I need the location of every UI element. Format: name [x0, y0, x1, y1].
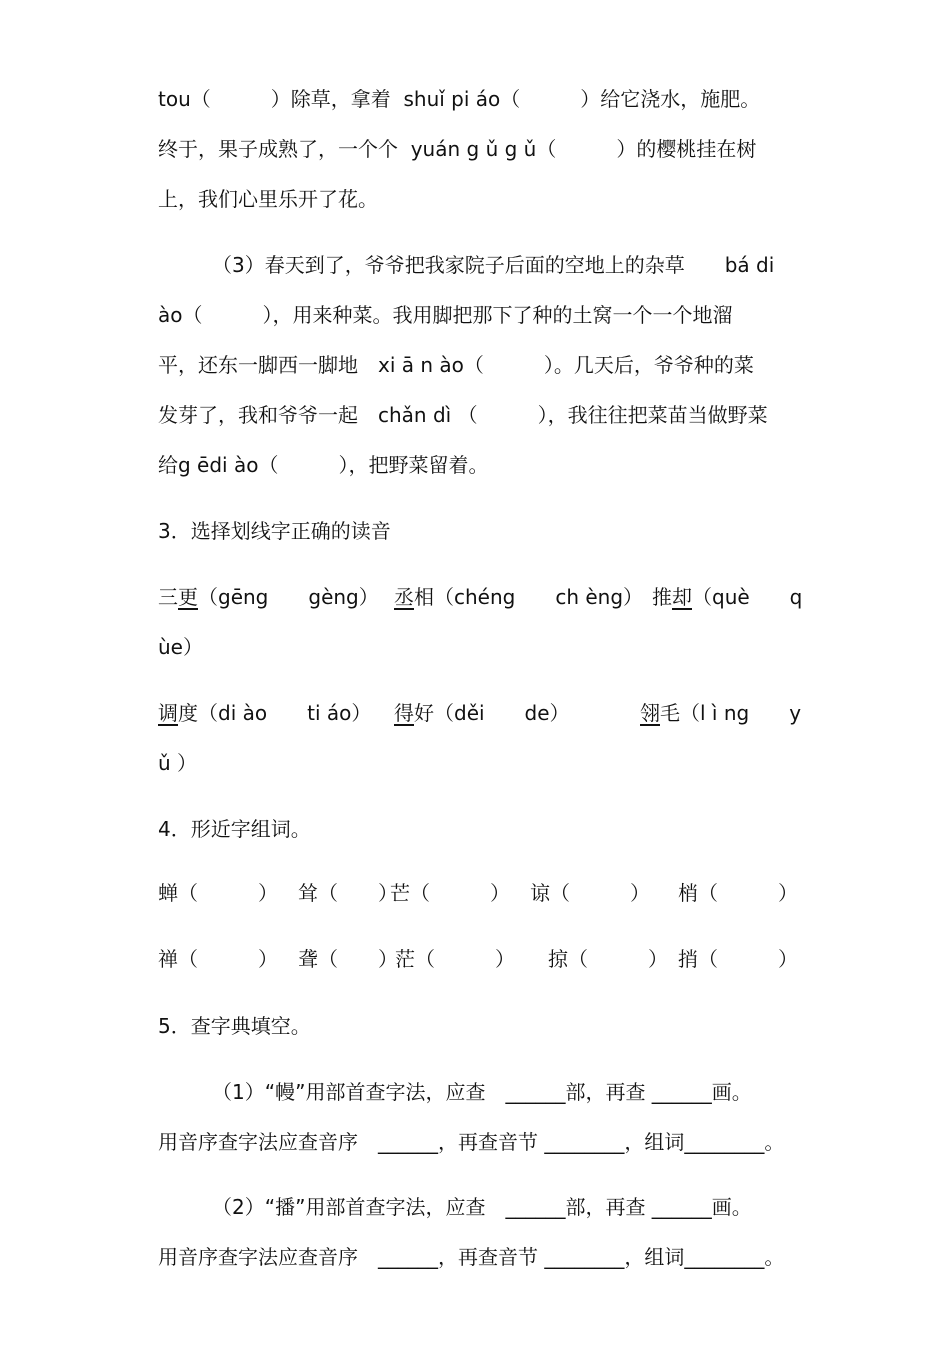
choice-options: 毛（l ì ng y	[660, 701, 802, 725]
word-blank[interactable]: 芒（ ）	[390, 881, 510, 905]
paragraph-3-line: 给g ēdi ào（ ），把野菜留着。	[158, 453, 489, 477]
choice-continuation: ǔ ）	[158, 751, 198, 775]
underlined-char: 更	[178, 585, 198, 609]
plain-char: 推	[652, 585, 672, 609]
word-blank[interactable]: 梢（ ）	[678, 881, 798, 905]
paragraph-3-line: 平，还东一脚西一脚地 xi ā n ào（ ）。几天后，爷爷种的菜	[158, 353, 754, 377]
text-line: 终于，果子成熟了，一个个 yuán g ǔ g ǔ（ ）的樱桃挂在树	[158, 137, 757, 161]
choice-options: 相（chéng ch èng）	[414, 585, 644, 609]
pinyin-choice-item	[158, 583, 379, 611]
pinyin-choice-item	[158, 699, 371, 727]
underlined-char: 调	[158, 701, 178, 725]
word-blank[interactable]: 蝉（ ）	[158, 881, 278, 905]
plain-char: 三	[158, 585, 178, 609]
paragraph-3-line: （3）春天到了，爷爷把我家院子后面的空地上的杂草 bá di	[212, 253, 775, 277]
pinyin-choice-item	[394, 583, 643, 611]
text-line: 上，我们心里乐开了花。	[158, 187, 378, 211]
dictionary-question: 用音序查字法应查音序 ______，再查音节 ________，组词________。	[158, 1130, 785, 1154]
choice-options: 好（děi de）	[414, 701, 570, 725]
choice-options: （gēng gèng）	[198, 585, 379, 609]
pinyin-choice-item	[394, 699, 570, 727]
question-5-heading: 5．查字典填空。	[158, 1014, 311, 1038]
choice-options: （què q	[692, 585, 803, 609]
underlined-char: 却	[672, 585, 692, 609]
word-blank[interactable]: 禅（ ）	[158, 947, 278, 971]
dictionary-question: （2）“播”用部首查字法，应查 ______部，再查 ______画。	[212, 1195, 752, 1219]
underlined-char: 得	[394, 701, 414, 725]
choice-continuation: ùe）	[158, 635, 203, 659]
underlined-char: 丞	[394, 585, 414, 609]
word-blank[interactable]: 掠（ ）	[548, 947, 668, 971]
paragraph-3-line: 发芽了，我和爷爷一起 chǎn dì （ ），我往往把菜苗当做野菜	[158, 403, 768, 427]
pinyin-choice-item	[652, 583, 802, 611]
text-line: tou（ ）除草，拿着 shuǐ pi áo（ ）给它浇水，施肥。	[158, 87, 761, 111]
word-blank[interactable]: 捎（ ）	[678, 947, 798, 971]
underlined-char: 翎	[640, 701, 660, 725]
dictionary-question: （1）“幔”用部首查字法，应查 ______部，再查 ______画。	[212, 1080, 752, 1104]
question-3-heading: 3．选择划线字正确的读音	[158, 519, 391, 543]
word-blank[interactable]: 茫（ ）	[395, 947, 515, 971]
pinyin-choice-item	[640, 699, 801, 727]
choice-options: 度（di ào ti áo）	[178, 701, 372, 725]
paragraph-3-line: ào（ ），用来种菜。我用脚把那下了种的土窝一个一个地溜	[158, 303, 733, 327]
dictionary-question: 用音序查字法应查音序 ______，再查音节 ________，组词________。	[158, 1245, 785, 1269]
word-blank[interactable]: 耸（ ）	[298, 881, 398, 905]
question-4-heading: 4．形近字组词。	[158, 817, 311, 841]
word-blank[interactable]: 聋（ ）	[298, 947, 398, 971]
word-blank[interactable]: 谅（ ）	[530, 881, 650, 905]
